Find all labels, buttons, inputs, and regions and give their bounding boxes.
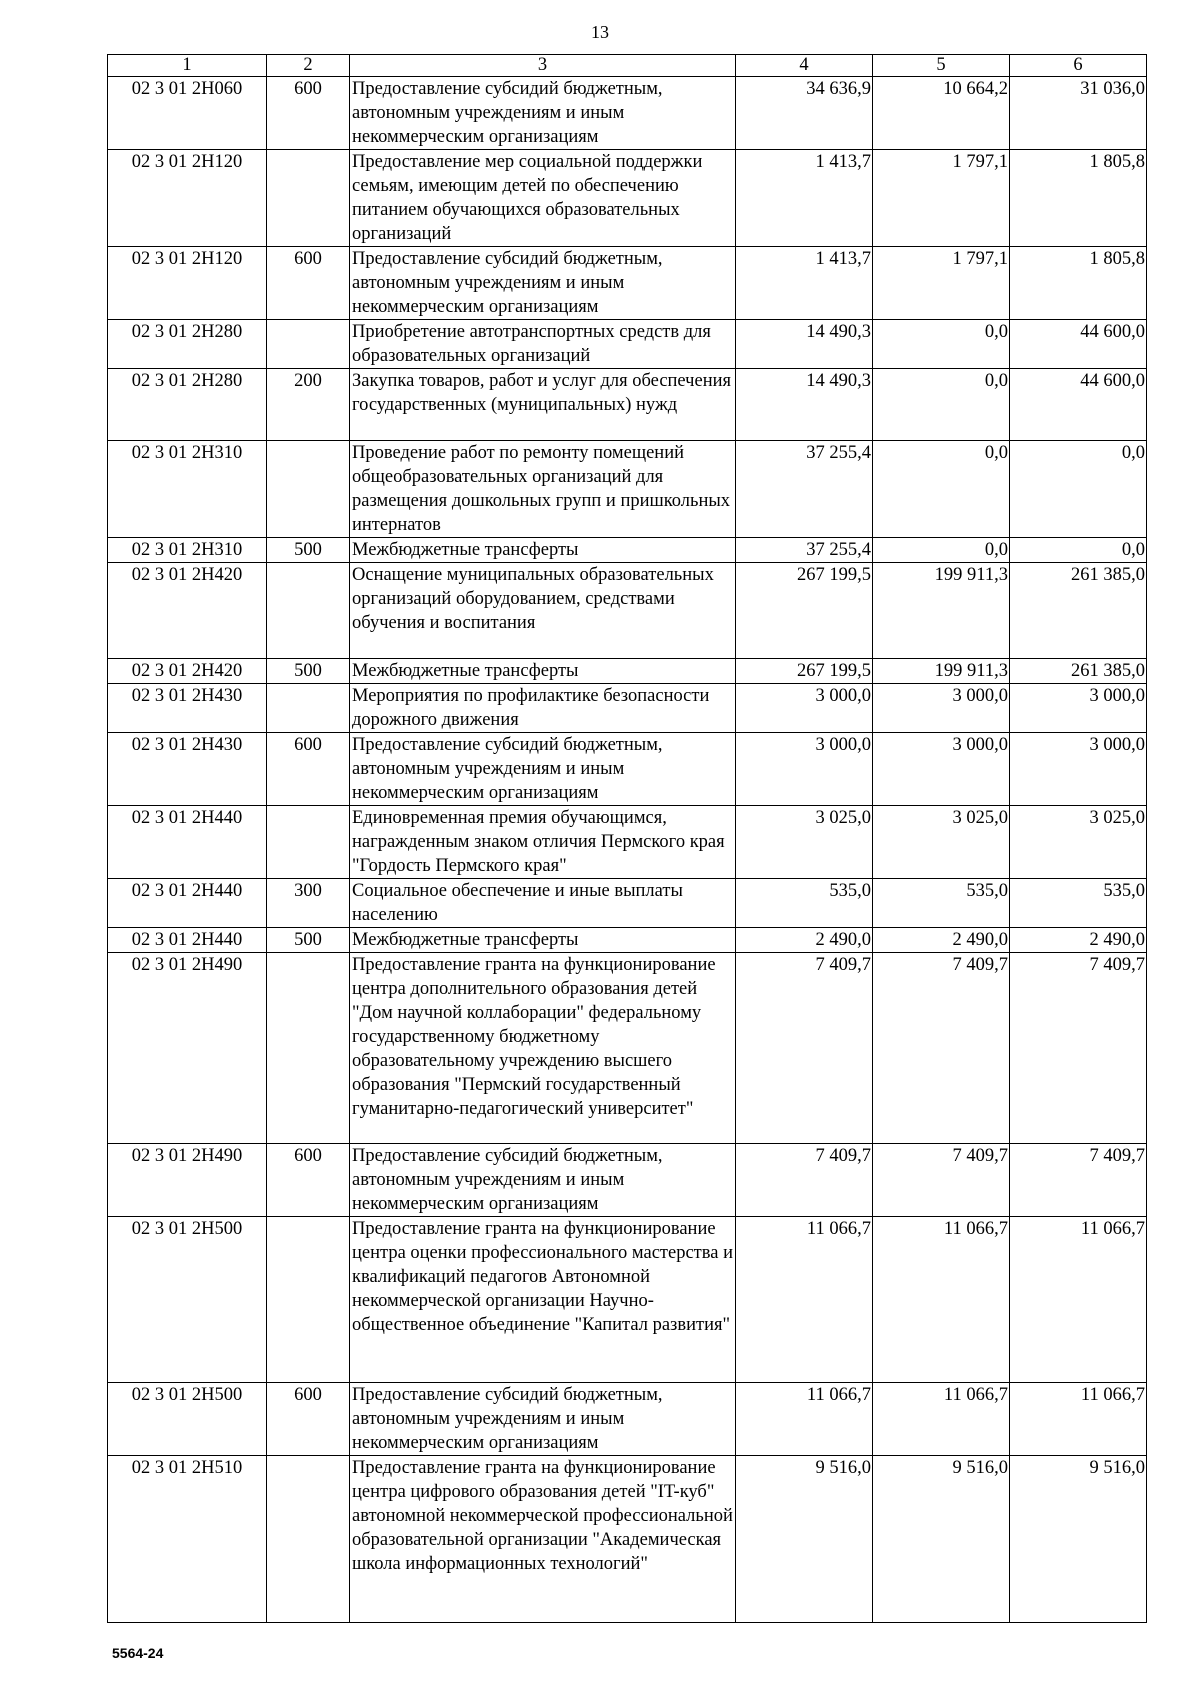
amount-col5-cell: 199 911,3 [873,659,1010,684]
amount-col5-cell: 3 000,0 [873,733,1010,806]
description-cell: Предоставление субсидий бюджетным, автономным учреждениям и иным некоммерческим организациям [350,247,736,320]
table-row [108,538,1147,563]
target-code-cell: 02 3 01 2Н490 [108,953,267,1144]
expense-type-cell [267,684,350,733]
target-code-cell: 02 3 01 2Н440 [108,806,267,879]
expense-type-cell: 500 [267,538,350,563]
column-header-5: 5 [873,55,1010,77]
amount-col4-cell: 7 409,7 [736,1144,873,1217]
amount-col5-cell: 9 516,0 [873,1456,1010,1623]
amount-col5-cell: 0,0 [873,441,1010,538]
description-cell: Межбюджетные трансферты [350,538,736,563]
table-row [108,684,1147,733]
amount-col5-cell: 0,0 [873,538,1010,563]
amount-col6-cell: 1 805,8 [1010,150,1147,247]
amount-col6-cell: 3 000,0 [1010,733,1147,806]
target-code-cell: 02 3 01 2Н430 [108,684,267,733]
description-cell: Единовременная премия обучающимся, награжденным знаком отличия Пермского края "Гордость Пермского края" [350,806,736,879]
target-code-cell: 02 3 01 2Н420 [108,563,267,659]
expense-type-cell [267,150,350,247]
amount-col6-cell: 44 600,0 [1010,320,1147,369]
column-header-3: 3 [350,55,736,77]
target-code-cell: 02 3 01 2Н280 [108,320,267,369]
amount-col6-cell: 1 805,8 [1010,247,1147,320]
column-header-4: 4 [736,55,873,77]
description-cell: Предоставление гранта на функционирование центра дополнительного образования детей "Дом научной коллаборации" федеральному государственному бюджетному образовательному учреждению высшего образования "Пермский государственный гуманитарно-педагогический университет" [350,953,736,1144]
amount-col6-cell: 44 600,0 [1010,369,1147,441]
expense-type-cell: 600 [267,1383,350,1456]
amount-col4-cell: 7 409,7 [736,953,873,1144]
amount-col6-cell: 0,0 [1010,538,1147,563]
amount-col5-cell: 3 025,0 [873,806,1010,879]
amount-col4-cell: 37 255,4 [736,441,873,538]
amount-col5-cell: 535,0 [873,879,1010,928]
amount-col4-cell: 267 199,5 [736,659,873,684]
table-row [108,879,1147,928]
amount-col5-cell: 11 066,7 [873,1217,1010,1383]
description-cell: Предоставление субсидий бюджетным, автономным учреждениям и иным некоммерческим организациям [350,1383,736,1456]
amount-col5-cell: 0,0 [873,369,1010,441]
expense-type-cell [267,563,350,659]
description-cell: Мероприятия по профилактике безопасности дорожного движения [350,684,736,733]
expense-type-cell [267,1217,350,1383]
table-row [108,1456,1147,1623]
amount-col5-cell: 7 409,7 [873,953,1010,1144]
table-row [108,806,1147,879]
target-code-cell: 02 3 01 2Н490 [108,1144,267,1217]
description-cell: Межбюджетные трансферты [350,928,736,953]
target-code-cell: 02 3 01 2Н430 [108,733,267,806]
expense-type-cell: 500 [267,659,350,684]
amount-col4-cell: 2 490,0 [736,928,873,953]
target-code-cell: 02 3 01 2Н060 [108,77,267,150]
expense-type-cell: 300 [267,879,350,928]
expense-type-cell: 600 [267,77,350,150]
table-row [108,1383,1147,1456]
table-row [108,953,1147,1144]
amount-col5-cell: 10 664,2 [873,77,1010,150]
target-code-cell: 02 3 01 2Н310 [108,538,267,563]
expense-type-cell: 200 [267,369,350,441]
expense-type-cell [267,320,350,369]
table-row [108,659,1147,684]
table-row [108,928,1147,953]
expense-type-cell [267,1456,350,1623]
amount-col6-cell: 11 066,7 [1010,1383,1147,1456]
amount-col6-cell: 2 490,0 [1010,928,1147,953]
amount-col6-cell: 535,0 [1010,879,1147,928]
description-cell: Закупка товаров, работ и услуг для обеспечения государственных (муниципальных) нужд [350,369,736,441]
amount-col5-cell: 1 797,1 [873,150,1010,247]
amount-col4-cell: 267 199,5 [736,563,873,659]
amount-col5-cell: 3 000,0 [873,684,1010,733]
target-code-cell: 02 3 01 2Н510 [108,1456,267,1623]
amount-col6-cell: 261 385,0 [1010,563,1147,659]
target-code-cell: 02 3 01 2Н120 [108,150,267,247]
amount-col5-cell: 1 797,1 [873,247,1010,320]
target-code-cell: 02 3 01 2Н120 [108,247,267,320]
amount-col4-cell: 34 636,9 [736,77,873,150]
description-cell: Приобретение автотранспортных средств для образовательных организаций [350,320,736,369]
table-row [108,733,1147,806]
amount-col4-cell: 11 066,7 [736,1383,873,1456]
target-code-cell: 02 3 01 2Н310 [108,441,267,538]
expense-type-cell: 600 [267,733,350,806]
description-cell: Межбюджетные трансферты [350,659,736,684]
table-row [108,441,1147,538]
column-header-6: 6 [1010,55,1147,77]
description-cell: Социальное обеспечение и иные выплаты населению [350,879,736,928]
amount-col5-cell: 0,0 [873,320,1010,369]
column-header-1: 1 [108,55,267,77]
amount-col6-cell: 31 036,0 [1010,77,1147,150]
amount-col6-cell: 9 516,0 [1010,1456,1147,1623]
amount-col4-cell: 535,0 [736,879,873,928]
amount-col4-cell: 3 000,0 [736,733,873,806]
document-footer-code: 5564-24 [112,1645,164,1661]
target-code-cell: 02 3 01 2Н440 [108,928,267,953]
amount-col6-cell: 7 409,7 [1010,1144,1147,1217]
table-row [108,1144,1147,1217]
expense-type-cell: 600 [267,1144,350,1217]
target-code-cell: 02 3 01 2Н500 [108,1217,267,1383]
target-code-cell: 02 3 01 2Н420 [108,659,267,684]
amount-col6-cell: 261 385,0 [1010,659,1147,684]
table-row [108,1217,1147,1383]
description-cell: Проведение работ по ремонту помещений общеобразовательных организаций для размещения дошкольных групп и пришкольных интернатов [350,441,736,538]
budget-table [107,54,1147,1623]
amount-col6-cell: 3 025,0 [1010,806,1147,879]
amount-col5-cell: 199 911,3 [873,563,1010,659]
expense-type-cell [267,953,350,1144]
amount-col5-cell: 11 066,7 [873,1383,1010,1456]
expense-type-cell [267,806,350,879]
header-row [108,55,1147,77]
column-header-2: 2 [267,55,350,77]
expense-type-cell [267,441,350,538]
amount-col4-cell: 37 255,4 [736,538,873,563]
table-row [108,369,1147,441]
amount-col4-cell: 9 516,0 [736,1456,873,1623]
description-cell: Предоставление субсидий бюджетным, автономным учреждениям и иным некоммерческим организациям [350,1144,736,1217]
description-cell: Предоставление субсидий бюджетным, автономным учреждениям и иным некоммерческим организациям [350,77,736,150]
description-cell: Оснащение муниципальных образовательных организаций оборудованием, средствами обучения и воспитания [350,563,736,659]
description-cell: Предоставление гранта на функционирование центра цифрового образования детей "IT-куб" автономной некоммерческой профессиональной образовательной организации "Академическая школа информационных технологий" [350,1456,736,1623]
amount-col4-cell: 3 025,0 [736,806,873,879]
amount-col6-cell: 11 066,7 [1010,1217,1147,1383]
amount-col5-cell: 7 409,7 [873,1144,1010,1217]
expense-type-cell: 600 [267,247,350,320]
table-row [108,150,1147,247]
table-row [108,563,1147,659]
description-cell: Предоставление мер социальной поддержки семьям, имеющим детей по обеспечению питанием обучающихся образовательных организаций [350,150,736,247]
amount-col4-cell: 1 413,7 [736,247,873,320]
amount-col5-cell: 2 490,0 [873,928,1010,953]
description-cell: Предоставление гранта на функционирование центра оценки профессионального мастерства и квалификаций педагогов Автономной некоммерческой организации Научно-общественное объединение "Капитал развития" [350,1217,736,1383]
page-number: 13 [591,22,609,42]
amount-col4-cell: 1 413,7 [736,150,873,247]
amount-col4-cell: 14 490,3 [736,369,873,441]
amount-col6-cell: 7 409,7 [1010,953,1147,1144]
target-code-cell: 02 3 01 2Н500 [108,1383,267,1456]
amount-col4-cell: 11 066,7 [736,1217,873,1383]
table-row [108,320,1147,369]
amount-col6-cell: 3 000,0 [1010,684,1147,733]
table-row [108,247,1147,320]
description-cell: Предоставление субсидий бюджетным, автономным учреждениям и иным некоммерческим организациям [350,733,736,806]
amount-col6-cell: 0,0 [1010,441,1147,538]
amount-col4-cell: 14 490,3 [736,320,873,369]
target-code-cell: 02 3 01 2Н440 [108,879,267,928]
table-row [108,77,1147,150]
target-code-cell: 02 3 01 2Н280 [108,369,267,441]
expense-type-cell: 500 [267,928,350,953]
amount-col4-cell: 3 000,0 [736,684,873,733]
